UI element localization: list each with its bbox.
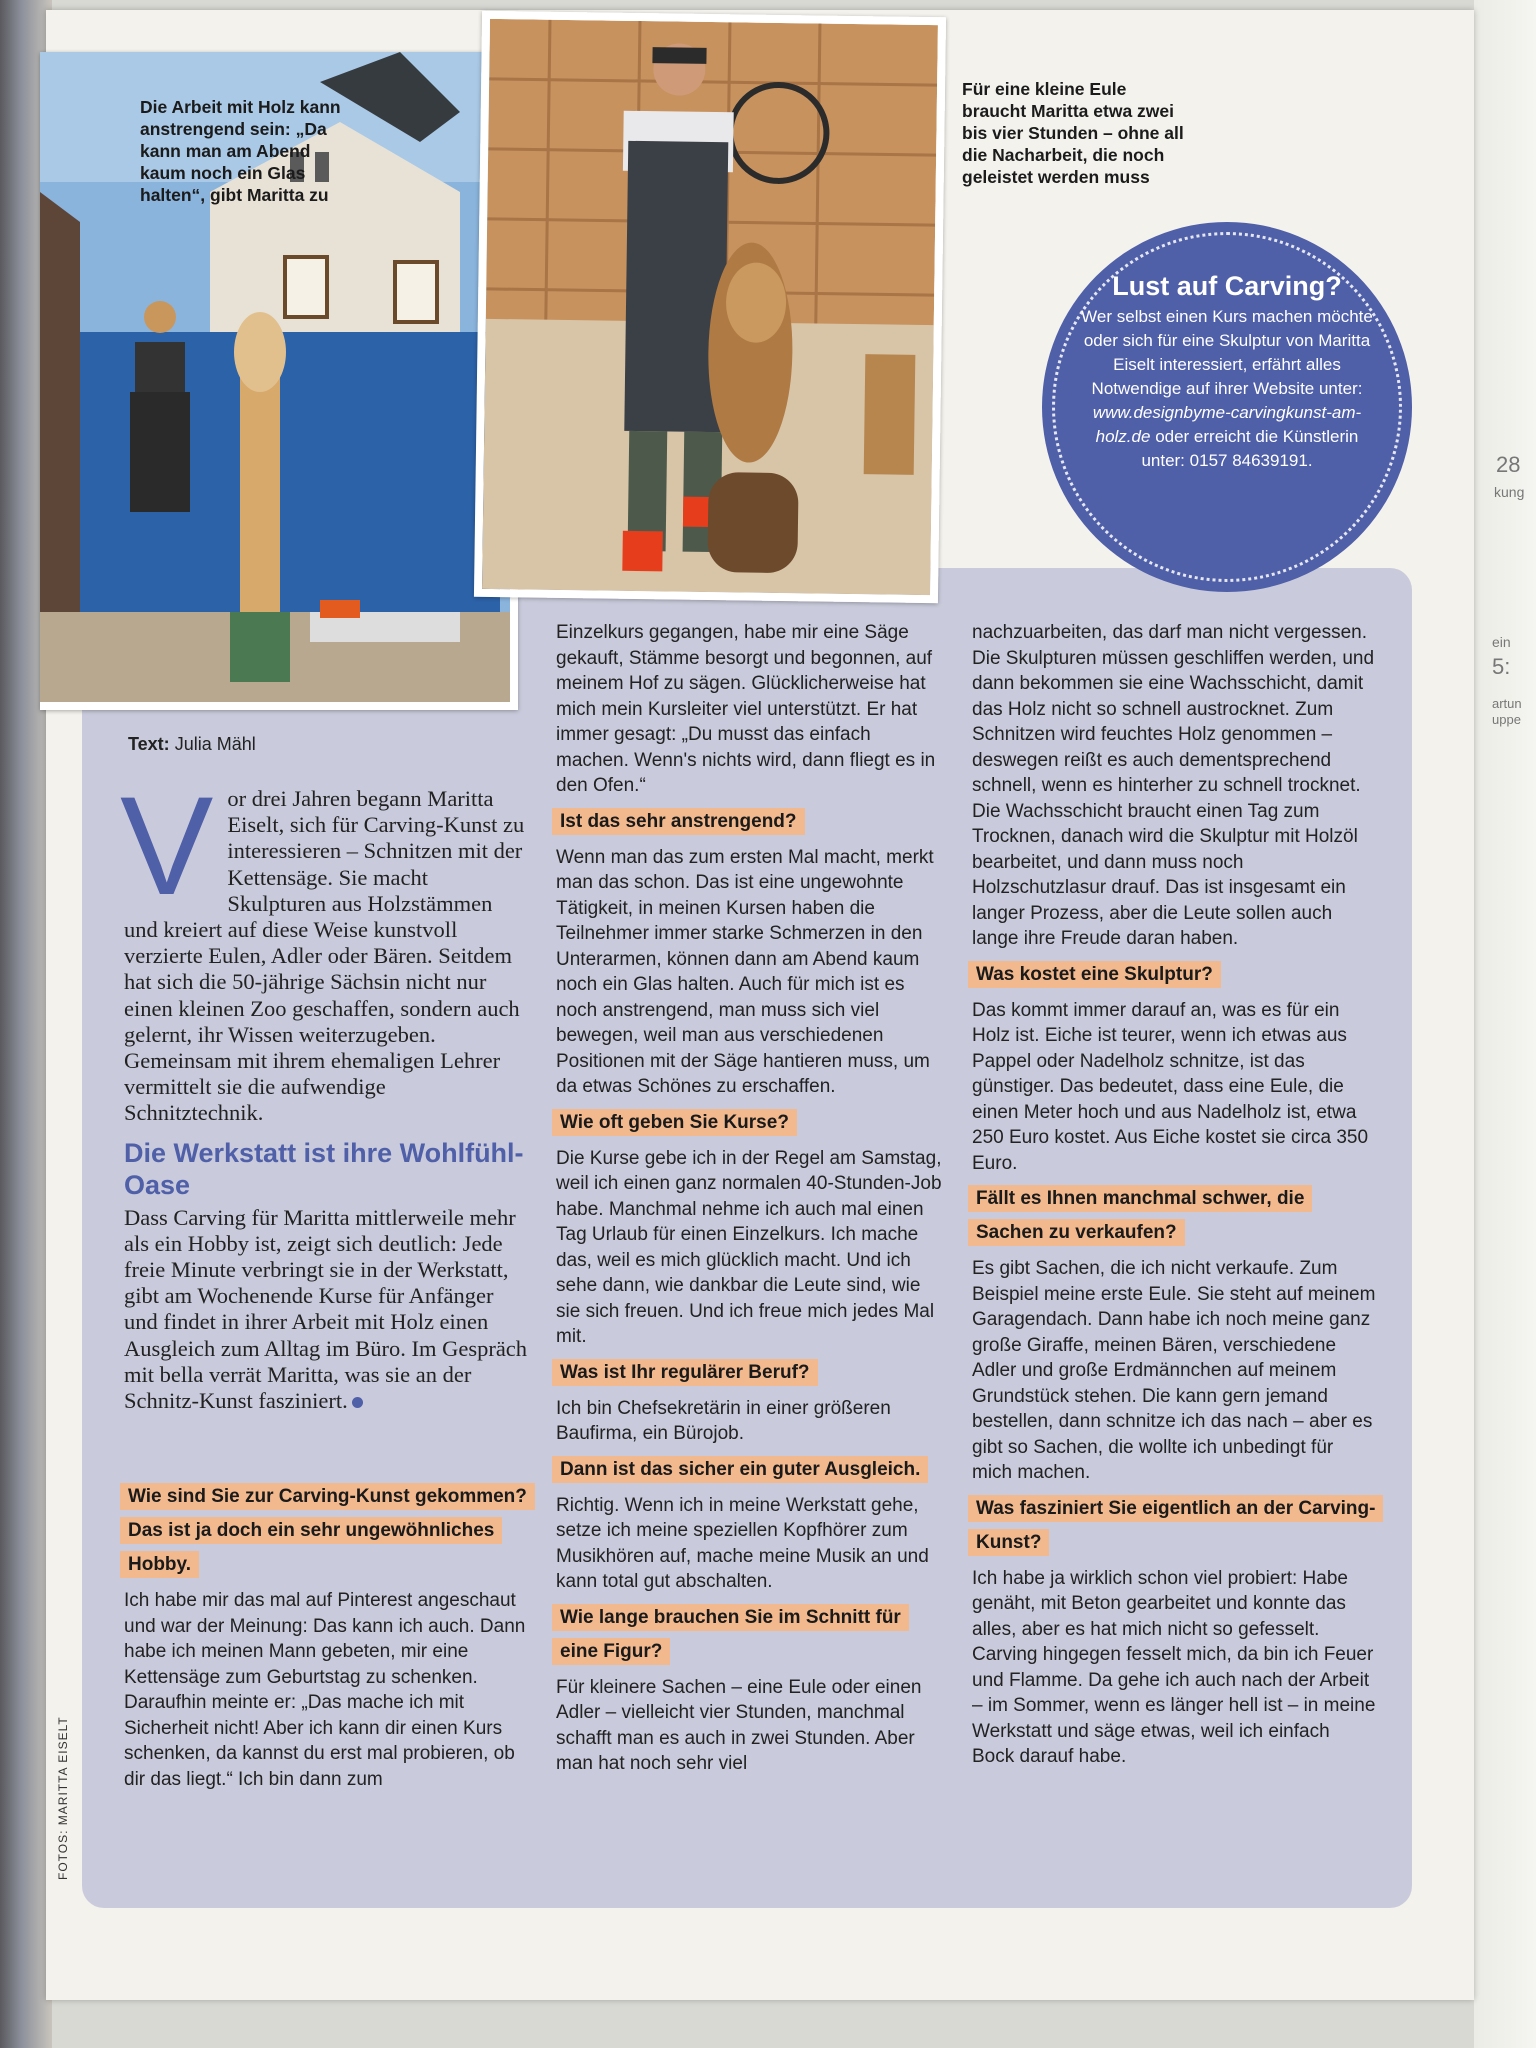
answer-5: Richtig. Wenn ich in meine Werkstatt gehe, setze ich meine speziellen Kopfhörer zum Musikhören auf, mache meine Musik an und kann total gut abschalten. xyxy=(556,1494,929,1592)
question-text: Ist das sehr anstrengend? xyxy=(552,808,805,835)
caption-left-photo: Die Arbeit mit Holz kann anstrengend sein: „Da kann man am Abend kaum noch ein Glas halten“, gibt Maritta zu xyxy=(140,97,341,205)
question-9 xyxy=(968,1492,1376,1560)
question-7 xyxy=(968,958,1376,992)
fragment: 28 xyxy=(1496,452,1521,477)
answer-8: Es gibt Sachen, die ich nicht verkaufe. Zum Beispiel meine erste Eule. Sie steht auf meinem Garagendach. Dann habe ich noch meine ganz große Giraffe, meinen Bären, verschiedene Adler und große Erdmännchen auf meinem Grundstück stehen. Die kann gern jemand bestellen, dann schnitze ich das nach – aber es gibt so Sachen, die wollte ich unbedingt für mich machen. xyxy=(972,1258,1376,1483)
question-text: Dann ist das sicher ein guter Ausgleich. xyxy=(552,1456,928,1483)
answer-6: Für kleinere Sachen – eine Eule oder einen Adler – vielleicht vier Stunden, manchmal schafft man es auch in zwei Stunden. Aber man hat noch sehr viel xyxy=(556,1676,922,1774)
question-text: Wie oft geben Sie Kurse? xyxy=(552,1109,797,1136)
info-badge-body xyxy=(1076,305,1378,473)
intro-paragraph-2 xyxy=(124,1205,530,1415)
question-4 xyxy=(552,1356,944,1390)
question-2 xyxy=(552,805,944,839)
answer-9: Ich habe ja wirklich schon viel probiert: Habe genäht, mit Beton gearbeitet und konnte das alles, aber es hat mich nicht so gefesselt. Carving hingegen fesselt mich, da bin ich Feuer und Flamme. Da gehe ich auch nach der Arbeit – im Sommer, wenn es länger hell ist – in meine Werkstatt und säge etwas, weil ich einfach Bock darauf habe. xyxy=(972,1567,1376,1767)
info-badge-phone: 0157 84639191. xyxy=(1189,451,1313,470)
question-text: Was fasziniert Sie eigentlich an der Carving-Kunst? xyxy=(968,1495,1383,1556)
question-text: Was ist Ihr regulärer Beruf? xyxy=(552,1359,818,1386)
answer-3: Die Kurse gebe ich in der Regel am Samstag, weil ich einen ganz normalen 40-Stunden-Job habe. Manchmal nehme ich auch mal einen Tag Urlaub für einen Einzelkurs. Ich mache das, weil es mich glücklich macht. Und ich sehe dann, wie dankbar die Leute sind, wie sie sich freuen. Und ich freue mich jedes Mal mit. xyxy=(556,1147,942,1347)
answer-4: Ich bin Chefsekretärin in einer größeren Baufirma, ein Bürojob. xyxy=(556,1397,891,1444)
info-badge-url[interactable]: www.designbyme-carvingkunst-am-holz.de xyxy=(1092,403,1362,446)
question-text: Fällt es Ihnen manchmal schwer, die Sachen zu verkaufen? xyxy=(968,1185,1312,1246)
answer-1: Ich habe mir das mal auf Pinterest angeschaut und war der Meinung: Das kann ich auch. Dann habe ich meinen Mann gebeten, mir eine Kettensäge zum Geburtstag zu schenken. Daraufhin meinte er: „Das mache ich mit Sicherheit nicht! Aber ich kann dir einen Kurs schenken, da kannst du erst mal probieren, ob dir das liegt.“ Ich bin dann zum xyxy=(124,1590,526,1790)
column-2 xyxy=(556,620,944,1777)
fragment: kung xyxy=(1494,484,1525,500)
fragment: artun xyxy=(1492,696,1522,711)
question-text: Was kostet eine Skulptur? xyxy=(968,961,1221,988)
fragment: ein xyxy=(1492,634,1511,650)
photo-artist-with-owl xyxy=(474,11,946,603)
question-3 xyxy=(552,1106,944,1140)
question-text: Wie sind Sie zur Carving-Kunst gekommen? Das ist ja doch ein sehr ungewöhnliches Hobby. xyxy=(120,1483,535,1578)
question-1 xyxy=(120,1480,530,1582)
photo-credit: FOTOS: MARITTA EISELT xyxy=(56,1716,70,1880)
answer-2: Wenn man das zum ersten Mal macht, merkt man das schon. Das ist eine ungewohnte Tätigkeit, in meinen Kursen haben die Teilnehmer immer starke Schmerzen in den Unterarmen, können dann am Abend kaum noch ein Glas halten. Auch für mich ist es noch anstrengend, man muss sich viel bewegen, weil man aus verschiedenen Positionen mit der Säge hantieren muss, um da etwas Schönes zu erschaffen. xyxy=(556,846,934,1097)
byline-author: Julia Mähl xyxy=(174,734,256,754)
question-6 xyxy=(552,1601,944,1669)
answer-6-continued: nachzuarbeiten, das darf man nicht vergessen. Die Skulpturen müssen geschliffen werden, und dann bekommen sie eine Wachsschicht, damit das Holz nicht so schnell austrocknet. Zum Schnitzen wird feuchtes Holz genommen – deswegen reißt es auch dementsprechend schnell, wenn es hinterher zu schnell trocknet. Die Wachsschicht braucht einen Tag zum Trocknen, danach wird die Skulptur mit Holzöl bearbeitet, und dann muss noch Holzschutzlasur drauf. Das ist insgesamt ein langer Prozess, aber die Leute sollen auch lange ihre Freude daran haben. xyxy=(972,622,1375,949)
column-3 xyxy=(972,620,1376,1770)
fragment: 5: xyxy=(1492,654,1511,679)
info-badge-text-2: oder erreicht die Künstlerin unter: xyxy=(1141,427,1359,470)
question-8 xyxy=(968,1182,1376,1250)
byline-label: Text: xyxy=(128,734,170,754)
intro-paragraph xyxy=(120,767,530,1127)
fragment: uppe xyxy=(1492,712,1521,727)
intro-text-2: Dass Carving für Maritta mittlerweile mehr als ein Hobby ist, zeigt sich deutlich: Jede freie Minute verbringt sie in der Werkstatt, gibt am Wochenende Kurse für Anfänger und findet in ihrer Arbeit mit Holz einen Ausgleich zum Alltag im Büro. Im Gespräch mit bella verrät Maritta, was sie an der Schnitz-Kunst fasziniert. xyxy=(124,1204,528,1414)
intro-text: or drei Jahren begann Maritta Eiselt, sich für Carving-Kunst zu interessieren – Schnitzen mit der Kettensäge. Sie macht Skulpturen aus Holzstämmen und kreiert auf diese Weise kunstvoll verzierte Eulen, Adler oder Bären. Seitdem hat sich die 50-jährige Sächsin nicht nur einen kleinen Zoo geschaffen, sondern auch gelernt, ihr Wissen weiterzugeben. Gemeinsam mit ihrem ehemaligen Lehrer vermittelt sie die aufwendige Schnitztechnik. xyxy=(124,786,525,1126)
drop-cap: V xyxy=(120,767,214,924)
end-mark-icon xyxy=(352,1397,363,1408)
adjacent-page-right xyxy=(1474,0,1536,2048)
question-5 xyxy=(552,1453,944,1487)
caption-owl-time: Für eine kleine Eule braucht Maritta etwa zwei bis vier Stunden – ohne all die Nacharbeit, die noch geleistet werden muss xyxy=(962,79,1184,187)
answer-7: Das kommt immer darauf an, was es für ein Holz ist. Eiche ist teurer, wenn ich etwas aus Pappel oder Nadelholz schnitze, ist das günstiger. Das bedeutet, dass eine Eule, die einen Meter hoch und aus Nadelholz ist, etwa 250 Euro kostet. Aus Eiche kostet sie circa 350 Euro. xyxy=(972,999,1369,1174)
answer-1-continued: Einzelkurs gegangen, habe mir eine Säge gekauft, Stämme besorgt und begonnen, auf meinem Hof zu sägen. Glücklicherweise hat mich mein Kursleiter viel unterstützt. Er hat immer gesagt: „Du musst das einfach machen. Wenn's nichts wird, dann fliegt es in den Ofen.“ xyxy=(556,622,936,796)
byline xyxy=(128,734,256,755)
subhead: Die Werkstatt ist ihre Wohlfühl-Oase xyxy=(124,1137,524,1200)
column-1 xyxy=(120,767,530,1792)
question-text: Wie lange brauchen Sie im Schnitt für eine Figur? xyxy=(552,1604,909,1665)
info-badge-title: Lust auf Carving? xyxy=(1112,271,1342,301)
info-badge-circle xyxy=(1042,222,1412,592)
info-badge-text: Wer selbst einen Kurs machen möchte oder sich für eine Skulptur von Maritta Eiselt interessiert, erfährt alles Notwendige auf ihrer Website unter: xyxy=(1081,307,1373,398)
